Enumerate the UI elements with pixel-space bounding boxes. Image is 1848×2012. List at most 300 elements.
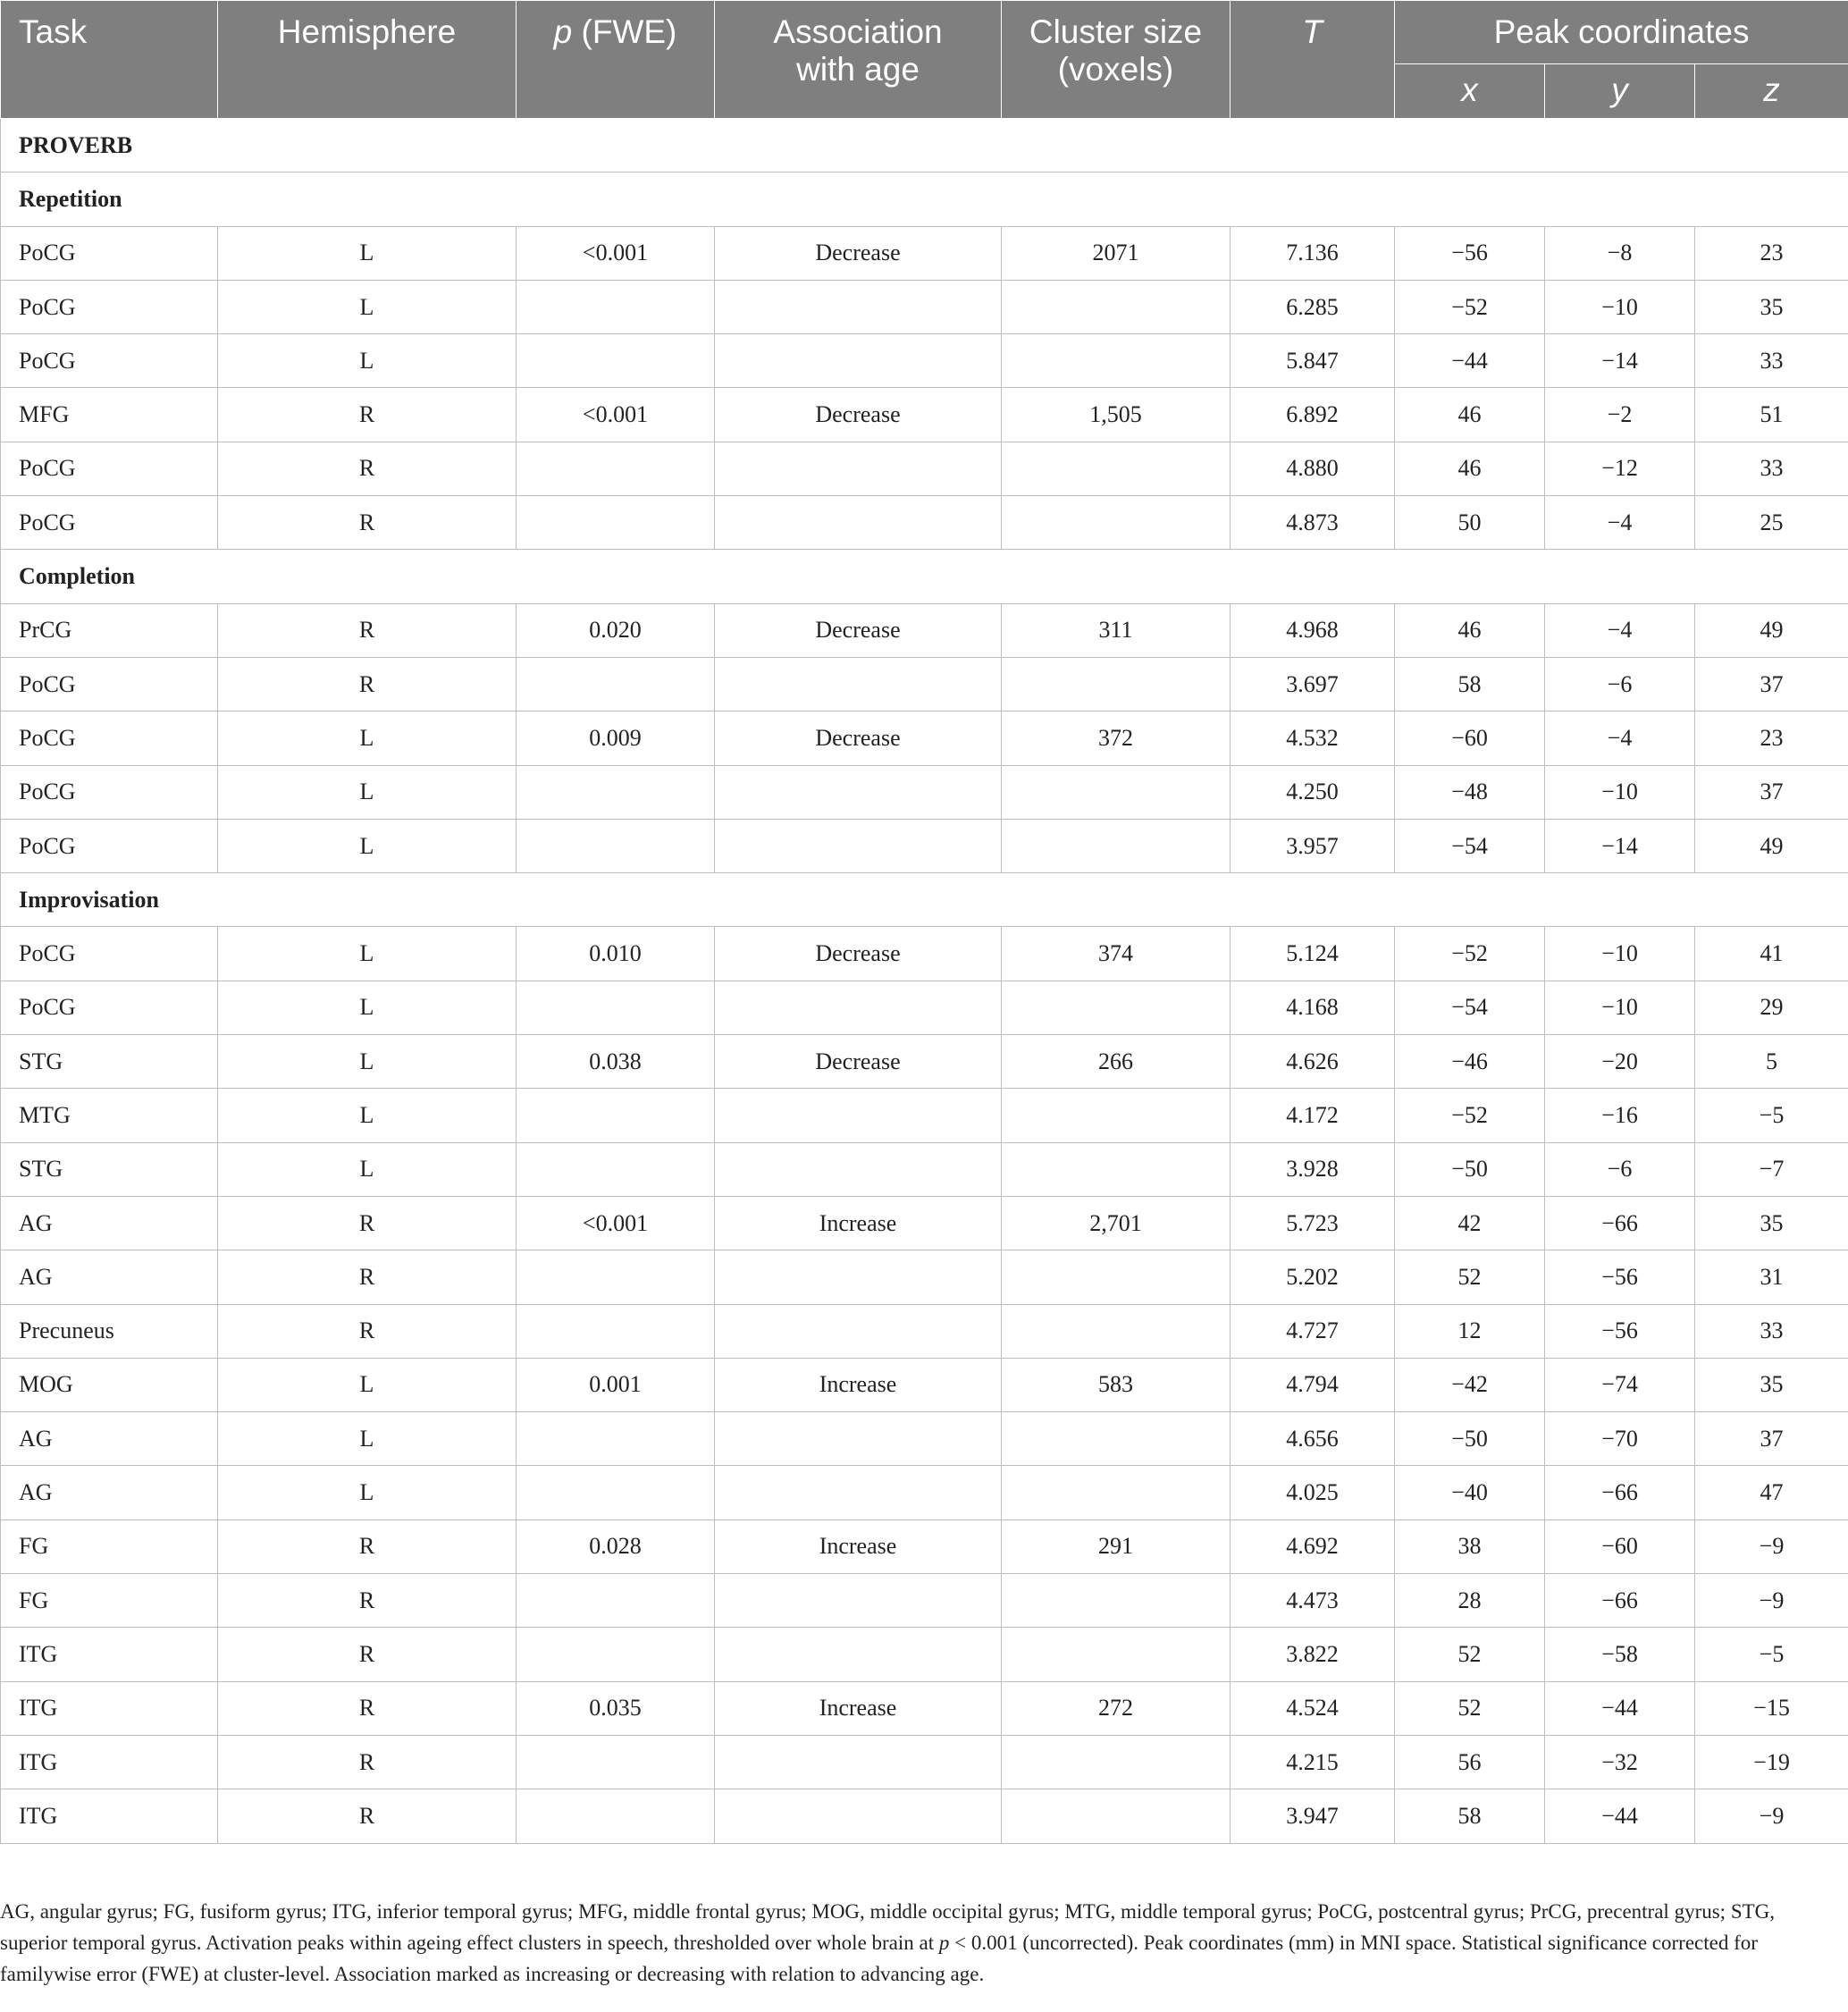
cell-p-fwe — [517, 1574, 715, 1628]
cell-region: AG — [1, 1466, 218, 1520]
cell-p-fwe: 0.009 — [517, 711, 715, 765]
cell-t-value: 4.250 — [1231, 765, 1395, 819]
cell-cluster-size — [1002, 334, 1231, 388]
table-row — [1, 981, 1848, 1034]
cell-cluster-size: 374 — [1002, 927, 1231, 981]
cell-cluster-size — [1002, 1466, 1231, 1520]
cell-p-fwe: 0.001 — [517, 1358, 715, 1411]
section-row — [1, 873, 1848, 927]
cell-cluster-size — [1002, 1304, 1231, 1358]
cell-hemisphere: R — [218, 496, 517, 550]
cell-association — [715, 1142, 1002, 1196]
cell-t-value: 3.697 — [1231, 657, 1395, 711]
cell-peak-y: −4 — [1545, 496, 1695, 550]
cell-peak-y: −70 — [1545, 1412, 1695, 1466]
cell-p-fwe: <0.001 — [517, 388, 715, 442]
cell-association — [715, 442, 1002, 495]
cell-region: AG — [1, 1250, 218, 1304]
cell-p-fwe — [517, 442, 715, 495]
cell-hemisphere: L — [218, 981, 517, 1034]
cell-association — [715, 496, 1002, 550]
cell-peak-x: 52 — [1395, 1681, 1545, 1735]
cell-t-value: 3.947 — [1231, 1789, 1395, 1843]
cell-p-fwe: 0.010 — [517, 927, 715, 981]
cell-peak-z: 41 — [1695, 927, 1848, 981]
cell-t-value: 5.202 — [1231, 1250, 1395, 1304]
header-x: x — [1395, 64, 1545, 119]
cell-hemisphere: R — [218, 1681, 517, 1735]
cell-peak-z: 47 — [1695, 1466, 1848, 1520]
cell-peak-x: −48 — [1395, 765, 1545, 819]
header-hemisphere: Hemisphere — [218, 1, 517, 119]
cell-peak-y: −10 — [1545, 280, 1695, 333]
cell-association: Increase — [715, 1358, 1002, 1411]
cell-peak-z: 35 — [1695, 1358, 1848, 1411]
cell-t-value: 7.136 — [1231, 226, 1395, 280]
cell-hemisphere: L — [218, 819, 517, 872]
cell-region: AG — [1, 1412, 218, 1466]
cell-cluster-size — [1002, 496, 1231, 550]
table-row — [1, 657, 1848, 711]
cell-hemisphere: L — [218, 1412, 517, 1466]
cell-association — [715, 1574, 1002, 1628]
cell-cluster-size: 266 — [1002, 1035, 1231, 1089]
cell-region: PoCG — [1, 711, 218, 765]
cell-region: Precuneus — [1, 1304, 218, 1358]
cell-hemisphere: R — [218, 442, 517, 495]
cell-cluster-size: 372 — [1002, 711, 1231, 765]
cell-peak-z: 5 — [1695, 1035, 1848, 1089]
header-t: T — [1231, 1, 1395, 119]
cell-p-fwe — [517, 819, 715, 872]
cell-cluster-size: 2071 — [1002, 226, 1231, 280]
cell-region: ITG — [1, 1628, 218, 1681]
cell-peak-x: −40 — [1395, 1466, 1545, 1520]
cell-peak-z: −9 — [1695, 1574, 1848, 1628]
cell-p-fwe: 0.028 — [517, 1520, 715, 1573]
cell-cluster-size: 291 — [1002, 1520, 1231, 1573]
cell-hemisphere: R — [218, 603, 517, 657]
cell-peak-z: 29 — [1695, 981, 1848, 1034]
cell-p-fwe — [517, 1250, 715, 1304]
header-association-line1: Association — [773, 13, 943, 50]
table-row — [1, 496, 1848, 550]
header-association-line2: with age — [796, 51, 920, 88]
cell-peak-x: 58 — [1395, 657, 1545, 711]
cell-peak-x: 50 — [1395, 496, 1545, 550]
cell-association: Decrease — [715, 711, 1002, 765]
table-row — [1, 1466, 1848, 1520]
cell-p-fwe — [517, 1089, 715, 1142]
cell-p-fwe — [517, 1789, 715, 1843]
cell-p-fwe — [517, 280, 715, 333]
cell-cluster-size — [1002, 1628, 1231, 1681]
cell-peak-y: −44 — [1545, 1789, 1695, 1843]
header-y: y — [1545, 64, 1695, 119]
cell-association — [715, 1304, 1002, 1358]
cell-t-value: 5.124 — [1231, 927, 1395, 981]
table-row — [1, 765, 1848, 819]
cell-cluster-size — [1002, 280, 1231, 333]
header-task: Task — [1, 1, 218, 119]
cell-hemisphere: L — [218, 1466, 517, 1520]
cell-t-value: 3.928 — [1231, 1142, 1395, 1196]
cell-peak-z: −19 — [1695, 1735, 1848, 1789]
table-row — [1, 1035, 1848, 1089]
cell-peak-y: −10 — [1545, 981, 1695, 1034]
cell-peak-y: −14 — [1545, 334, 1695, 388]
cell-peak-z: 33 — [1695, 1304, 1848, 1358]
table-row — [1, 334, 1848, 388]
cell-t-value: 4.794 — [1231, 1358, 1395, 1411]
cell-peak-x: 38 — [1395, 1520, 1545, 1573]
cell-t-value: 3.822 — [1231, 1628, 1395, 1681]
cell-peak-x: 28 — [1395, 1574, 1545, 1628]
cell-t-value: 4.473 — [1231, 1574, 1395, 1628]
cell-hemisphere: R — [218, 1735, 517, 1789]
cell-association — [715, 765, 1002, 819]
cell-cluster-size — [1002, 1789, 1231, 1843]
cell-region: FG — [1, 1520, 218, 1573]
cell-p-fwe — [517, 657, 715, 711]
cell-association — [715, 1412, 1002, 1466]
cell-peak-x: −52 — [1395, 927, 1545, 981]
cell-peak-y: −2 — [1545, 388, 1695, 442]
cell-association: Decrease — [715, 927, 1002, 981]
cell-peak-x: 52 — [1395, 1628, 1545, 1681]
table-row — [1, 1520, 1848, 1573]
cell-peak-x: 52 — [1395, 1250, 1545, 1304]
cell-hemisphere: R — [218, 1789, 517, 1843]
cell-p-fwe — [517, 1304, 715, 1358]
cell-hemisphere: L — [218, 1035, 517, 1089]
table-row — [1, 442, 1848, 495]
cell-association: Decrease — [715, 388, 1002, 442]
cell-peak-y: −56 — [1545, 1250, 1695, 1304]
cell-region: PoCG — [1, 334, 218, 388]
cell-peak-x: −54 — [1395, 981, 1545, 1034]
cell-association: Increase — [715, 1681, 1002, 1735]
cell-p-fwe — [517, 1466, 715, 1520]
cell-region: ITG — [1, 1789, 218, 1843]
cell-cluster-size — [1002, 1250, 1231, 1304]
cell-t-value: 4.215 — [1231, 1735, 1395, 1789]
cell-peak-x: −50 — [1395, 1142, 1545, 1196]
cell-association — [715, 819, 1002, 872]
header-association — [715, 1, 1002, 119]
table-row — [1, 603, 1848, 657]
cell-t-value: 4.968 — [1231, 603, 1395, 657]
header-peak-coordinates: Peak coordinates — [1395, 1, 1848, 64]
table-row — [1, 1789, 1848, 1843]
cell-hemisphere: R — [218, 1304, 517, 1358]
cell-cluster-size — [1002, 1574, 1231, 1628]
cell-peak-x: 42 — [1395, 1196, 1545, 1250]
cell-p-fwe — [517, 1735, 715, 1789]
cell-t-value: 4.656 — [1231, 1412, 1395, 1466]
cell-p-fwe: 0.038 — [517, 1035, 715, 1089]
cell-p-fwe: 0.035 — [517, 1681, 715, 1735]
cell-association: Increase — [715, 1520, 1002, 1573]
cell-peak-x: 58 — [1395, 1789, 1545, 1843]
cell-p-fwe — [517, 981, 715, 1034]
cell-hemisphere: L — [218, 226, 517, 280]
cell-association — [715, 334, 1002, 388]
cell-peak-y: −74 — [1545, 1358, 1695, 1411]
cell-peak-y: −4 — [1545, 603, 1695, 657]
cell-peak-y: −10 — [1545, 765, 1695, 819]
cell-t-value: 4.025 — [1231, 1466, 1395, 1520]
cell-region: ITG — [1, 1681, 218, 1735]
table-row — [1, 1358, 1848, 1411]
group-title: PROVERB — [1, 119, 1848, 173]
header-p-suffix: (FWE) — [572, 13, 677, 50]
cell-peak-x: −60 — [1395, 711, 1545, 765]
cell-association — [715, 1466, 1002, 1520]
cell-hemisphere: R — [218, 388, 517, 442]
cell-peak-y: −66 — [1545, 1466, 1695, 1520]
cell-region: PoCG — [1, 657, 218, 711]
cell-cluster-size — [1002, 981, 1231, 1034]
cell-peak-x: −44 — [1395, 334, 1545, 388]
cell-peak-y: −10 — [1545, 927, 1695, 981]
cell-peak-y: −66 — [1545, 1574, 1695, 1628]
cell-cluster-size: 1,505 — [1002, 388, 1231, 442]
cell-region: PoCG — [1, 226, 218, 280]
cell-p-fwe — [517, 334, 715, 388]
cell-peak-y: −4 — [1545, 711, 1695, 765]
cell-hemisphere: L — [218, 1142, 517, 1196]
cell-peak-x: −52 — [1395, 1089, 1545, 1142]
table-row — [1, 1735, 1848, 1789]
section-title: Completion — [1, 550, 1848, 603]
cell-p-fwe: <0.001 — [517, 226, 715, 280]
table-row — [1, 1089, 1848, 1142]
cell-region: AG — [1, 1196, 218, 1250]
table-row — [1, 1412, 1848, 1466]
table-row — [1, 1250, 1848, 1304]
cell-hemisphere: L — [218, 765, 517, 819]
header-cluster-line2: (voxels) — [1057, 51, 1174, 88]
cell-region: PrCG — [1, 603, 218, 657]
cell-t-value: 4.532 — [1231, 711, 1395, 765]
table-row — [1, 226, 1848, 280]
table-footnote — [0, 1896, 1841, 1990]
cell-t-value: 4.168 — [1231, 981, 1395, 1034]
cell-region: PoCG — [1, 819, 218, 872]
cell-t-value: 4.692 — [1231, 1520, 1395, 1573]
cell-peak-x: 46 — [1395, 603, 1545, 657]
footnote-text-start: AG, angular gyrus; FG, fusiform gyrus; ITG, inferior temporal gyrus; MFG, middle frontal gyrus; MOG, middle occipital gyrus; MTG, middle temporal gyrus; PoCG, postcentral gyrus; PrCG, precentral gyrus; STG, superior temporal gyrus. Activation peaks within ageing effect clusters in speech, thresholded over whole brain at — [0, 1900, 1776, 1954]
cell-peak-x: 56 — [1395, 1735, 1545, 1789]
section-title: Improvisation — [1, 873, 1848, 927]
cell-cluster-size — [1002, 1735, 1231, 1789]
cell-peak-z: −9 — [1695, 1520, 1848, 1573]
cell-peak-y: −32 — [1545, 1735, 1695, 1789]
cell-hemisphere: R — [218, 1196, 517, 1250]
cell-cluster-size — [1002, 1089, 1231, 1142]
cell-peak-x: −50 — [1395, 1412, 1545, 1466]
header-z: z — [1695, 64, 1848, 119]
cell-peak-z: 37 — [1695, 765, 1848, 819]
cell-association — [715, 1735, 1002, 1789]
cell-hemisphere: R — [218, 657, 517, 711]
cell-peak-y: −6 — [1545, 1142, 1695, 1196]
cell-peak-z: 23 — [1695, 711, 1848, 765]
cell-association — [715, 1628, 1002, 1681]
cell-cluster-size — [1002, 442, 1231, 495]
cell-peak-y: −60 — [1545, 1520, 1695, 1573]
cell-peak-x: 46 — [1395, 388, 1545, 442]
cell-peak-x: 12 — [1395, 1304, 1545, 1358]
cell-region: PoCG — [1, 981, 218, 1034]
cell-region: MOG — [1, 1358, 218, 1411]
cell-hemisphere: R — [218, 1574, 517, 1628]
cell-peak-y: −12 — [1545, 442, 1695, 495]
section-row — [1, 173, 1848, 226]
cell-peak-z: −5 — [1695, 1628, 1848, 1681]
cell-region: STG — [1, 1035, 218, 1089]
cell-t-value: 4.524 — [1231, 1681, 1395, 1735]
table-row — [1, 1196, 1848, 1250]
cell-peak-y: −14 — [1545, 819, 1695, 872]
cell-t-value: 4.727 — [1231, 1304, 1395, 1358]
table-header — [1, 1, 1848, 119]
cell-peak-y: −58 — [1545, 1628, 1695, 1681]
cell-region: PoCG — [1, 927, 218, 981]
cell-peak-x: 46 — [1395, 442, 1545, 495]
header-cluster-line1: Cluster size — [1029, 13, 1203, 50]
cell-t-value: 3.957 — [1231, 819, 1395, 872]
cell-peak-z: 33 — [1695, 442, 1848, 495]
cell-p-fwe — [517, 765, 715, 819]
footnote-text-end: < 0.001 (uncorrected). Peak coordinates (mm) in MNI space. Statistical significance corrected for familywise error (FWE) at cluster-level. Association marked as increasing or decreasing with relation to advancing age. — [0, 1932, 1758, 1985]
cell-hemisphere: R — [218, 1628, 517, 1681]
table-row — [1, 1574, 1848, 1628]
cell-peak-y: −66 — [1545, 1196, 1695, 1250]
header-p-symbol: p — [553, 13, 573, 50]
cell-peak-y: −6 — [1545, 657, 1695, 711]
cell-t-value: 4.626 — [1231, 1035, 1395, 1089]
cell-p-fwe — [517, 496, 715, 550]
cell-hemisphere: R — [218, 1520, 517, 1573]
cell-peak-z: 23 — [1695, 226, 1848, 280]
cell-region: FG — [1, 1574, 218, 1628]
header-cluster-size — [1002, 1, 1231, 119]
cell-peak-z: 31 — [1695, 1250, 1848, 1304]
cell-peak-z: −15 — [1695, 1681, 1848, 1735]
cell-peak-z: −7 — [1695, 1142, 1848, 1196]
cell-peak-z: −9 — [1695, 1789, 1848, 1843]
cell-t-value: 5.723 — [1231, 1196, 1395, 1250]
cell-association — [715, 981, 1002, 1034]
cell-t-value: 4.880 — [1231, 442, 1395, 495]
cell-hemisphere: L — [218, 927, 517, 981]
cell-hemisphere: L — [218, 711, 517, 765]
cell-region: STG — [1, 1142, 218, 1196]
cell-peak-z: 25 — [1695, 496, 1848, 550]
section-title: Repetition — [1, 173, 1848, 226]
cell-t-value: 6.892 — [1231, 388, 1395, 442]
cell-peak-z: 51 — [1695, 388, 1848, 442]
cell-peak-z: 37 — [1695, 1412, 1848, 1466]
cell-p-fwe — [517, 1142, 715, 1196]
table-row — [1, 927, 1848, 981]
cell-peak-z: 33 — [1695, 334, 1848, 388]
table-row — [1, 1304, 1848, 1358]
cell-association — [715, 1250, 1002, 1304]
cell-peak-y: −8 — [1545, 226, 1695, 280]
table-body — [1, 119, 1848, 1844]
cell-hemisphere: R — [218, 1250, 517, 1304]
cell-t-value: 5.847 — [1231, 334, 1395, 388]
cell-peak-x: −46 — [1395, 1035, 1545, 1089]
cell-peak-z: 49 — [1695, 819, 1848, 872]
table-row — [1, 1681, 1848, 1735]
cell-region: PoCG — [1, 442, 218, 495]
cell-cluster-size — [1002, 1142, 1231, 1196]
cell-association — [715, 280, 1002, 333]
cell-p-fwe: <0.001 — [517, 1196, 715, 1250]
cell-association — [715, 1089, 1002, 1142]
cell-region: ITG — [1, 1735, 218, 1789]
cell-peak-z: 37 — [1695, 657, 1848, 711]
cell-peak-y: −44 — [1545, 1681, 1695, 1735]
cell-region: MFG — [1, 388, 218, 442]
cell-p-fwe: 0.020 — [517, 603, 715, 657]
cell-peak-x: −56 — [1395, 226, 1545, 280]
cell-region: MTG — [1, 1089, 218, 1142]
cell-cluster-size: 272 — [1002, 1681, 1231, 1735]
cell-peak-x: −54 — [1395, 819, 1545, 872]
cell-peak-x: −52 — [1395, 280, 1545, 333]
cell-peak-z: 35 — [1695, 1196, 1848, 1250]
cell-t-value: 4.873 — [1231, 496, 1395, 550]
cell-hemisphere: L — [218, 1089, 517, 1142]
cell-p-fwe — [517, 1412, 715, 1466]
cell-peak-z: 49 — [1695, 603, 1848, 657]
cell-association — [715, 657, 1002, 711]
cell-hemisphere: L — [218, 280, 517, 333]
cell-association — [715, 1789, 1002, 1843]
cell-peak-z: 35 — [1695, 280, 1848, 333]
cell-association: Decrease — [715, 1035, 1002, 1089]
cell-t-value: 4.172 — [1231, 1089, 1395, 1142]
group-row — [1, 119, 1848, 173]
cell-cluster-size — [1002, 657, 1231, 711]
section-row — [1, 550, 1848, 603]
cell-cluster-size: 2,701 — [1002, 1196, 1231, 1250]
cell-t-value: 6.285 — [1231, 280, 1395, 333]
cell-p-fwe — [517, 1628, 715, 1681]
table-row — [1, 1142, 1848, 1196]
cell-association: Decrease — [715, 603, 1002, 657]
cell-region: PoCG — [1, 765, 218, 819]
cell-peak-y: −20 — [1545, 1035, 1695, 1089]
cell-peak-x: −42 — [1395, 1358, 1545, 1411]
cell-hemisphere: L — [218, 334, 517, 388]
cell-cluster-size — [1002, 765, 1231, 819]
cell-peak-z: −5 — [1695, 1089, 1848, 1142]
cell-cluster-size — [1002, 819, 1231, 872]
cell-cluster-size: 583 — [1002, 1358, 1231, 1411]
cell-region: PoCG — [1, 280, 218, 333]
cell-association: Decrease — [715, 226, 1002, 280]
table-row — [1, 280, 1848, 333]
cell-peak-y: −56 — [1545, 1304, 1695, 1358]
cell-association: Increase — [715, 1196, 1002, 1250]
cell-cluster-size: 311 — [1002, 603, 1231, 657]
